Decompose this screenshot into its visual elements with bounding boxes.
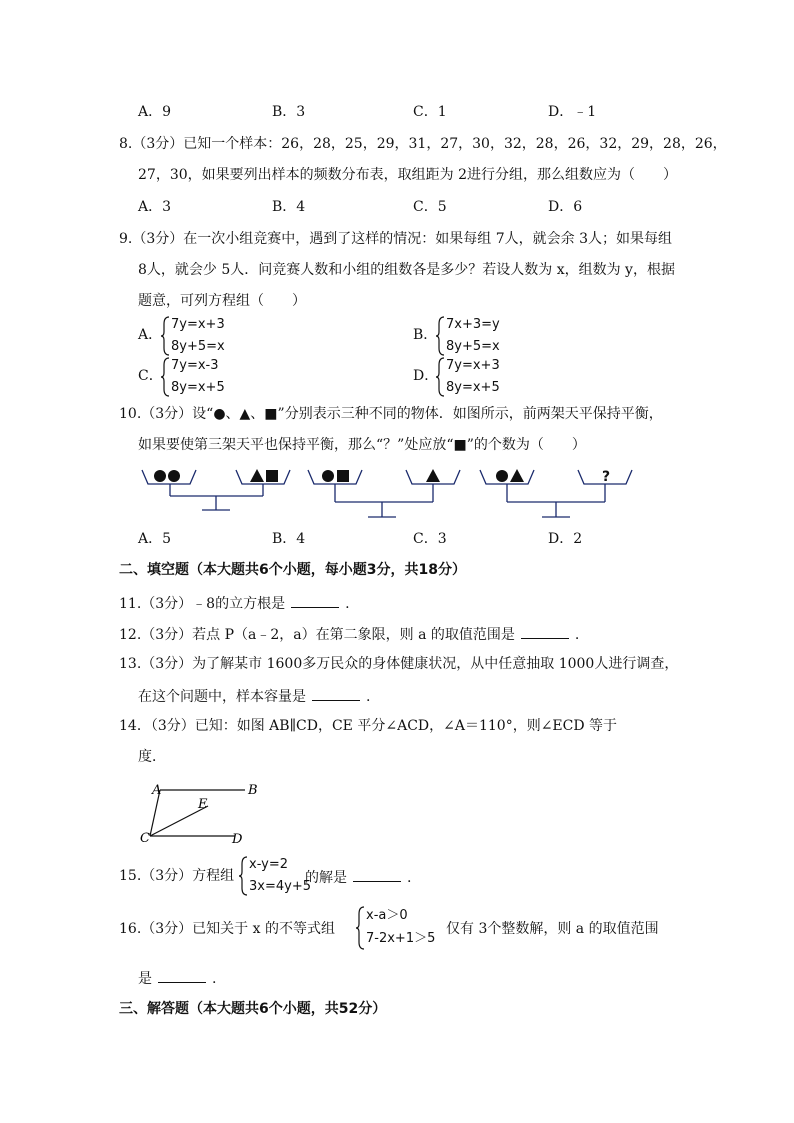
q12 <box>119 626 579 642</box>
q12-end: . <box>574 627 580 643</box>
q15-eq1: x-y=2 <box>249 857 289 872</box>
q13-end: . <box>366 689 371 705</box>
q10-option-d: D．2 <box>548 531 583 547</box>
q9-line3: 题意，可列方程组（ ） <box>138 293 306 309</box>
q16-line2 <box>138 970 216 986</box>
q9-option-b-eq2: 8y+5=x <box>446 339 500 354</box>
q9-line1: 9.（3分）在一次小组竞赛中，遇到了这样的情况：如果每组 7人，就会余 3人；如果每组 <box>119 231 672 247</box>
q13-line1: 13.（3分）为了解某市 1600多万民众的身体健康状况，从中任意抽取 1000人进行调查， <box>119 656 679 672</box>
q16-text: 16.（3分）已知关于 x 的不等式组 <box>119 921 335 937</box>
q15-end: . <box>407 870 412 886</box>
q10-option-b: B．4 <box>272 531 306 547</box>
q11-end: . <box>345 596 350 612</box>
square-icon <box>337 470 349 482</box>
brace-icon <box>436 357 446 397</box>
brace-icon <box>161 357 171 397</box>
q9-option-b-eq1: 7x+3=y <box>446 317 500 332</box>
brace-icon <box>161 316 171 356</box>
q13-answer-blank[interactable] <box>312 688 360 701</box>
q15-after: 的解是 <box>305 870 347 886</box>
q16-text2: 是 <box>138 971 152 987</box>
q7-option-c: C．1 <box>413 104 447 120</box>
section-3-heading: 三、解答题（本大题共6个小题，共52分） <box>119 1001 387 1017</box>
point-b-label: B <box>248 783 258 798</box>
q11-text: 11.（3分）﹣8的立方根是 <box>119 596 286 612</box>
q8-line1: 8.（3分）已知一个样本：26，28，25，29，31，27，30，32，28，26，32，29，28，26， <box>119 136 727 152</box>
q12-text: 12.（3分）若点 P（a﹣2，a）在第二象限，则 a 的取值范围是 <box>119 627 515 643</box>
point-a-label: A <box>152 783 162 798</box>
q9-option-a-eq1: 7y=x+3 <box>171 317 225 332</box>
q15-text: 15.（3分）方程组 <box>119 868 235 884</box>
q13-text: 在这个问题中，样本容量是 <box>138 689 306 705</box>
q9-option-a-eq2: 8y+5=x <box>171 339 225 354</box>
balance-scales-figure <box>140 462 640 522</box>
q10-line2: 如果要使第三架天平也保持平衡，那么“？”处应放“■”的个数为（ ） <box>138 437 586 453</box>
q8-option-d: D．6 <box>548 199 583 215</box>
circle-icon <box>322 470 334 482</box>
square-icon <box>266 470 278 482</box>
q16-eq1: x-a＞0 <box>366 908 408 923</box>
q9-option-c-label: C． <box>138 368 163 384</box>
q14-geometry-figure <box>140 782 270 852</box>
q13-line2 <box>138 688 370 704</box>
q8-option-a: A．3 <box>138 199 172 215</box>
triangle-icon <box>250 469 264 482</box>
q7-option-b: B．3 <box>272 104 306 120</box>
circle-icon <box>154 470 166 482</box>
brace-icon <box>356 906 366 950</box>
q10-line1: 10.（3分）设“●、▲、■”分别表示三种不同的物体．如图所示，前两架天平保持平衡， <box>119 406 663 422</box>
section-2-heading: 二、填空题（本大题共6个小题，每小题3分，共18分） <box>119 562 466 578</box>
unknown-mark: ? <box>601 469 611 485</box>
circle-icon <box>168 470 180 482</box>
q9-option-b-label: B． <box>413 327 438 343</box>
brace-icon <box>239 856 249 896</box>
circle-icon <box>496 470 508 482</box>
q16-after: 仅有 3个整数解，则 a 的取值范围 <box>446 921 659 937</box>
point-e-label: E <box>198 797 208 812</box>
q7-option-d: D．﹣1 <box>548 104 597 120</box>
q10-option-a: A．5 <box>138 531 172 547</box>
q16-answer-blank[interactable] <box>158 970 206 983</box>
triangle-icon <box>510 469 524 482</box>
q7-option-a: A．9 <box>138 104 172 120</box>
q9-option-d-eq1: 7y=x+3 <box>446 358 500 373</box>
q11-answer-blank[interactable] <box>291 595 339 608</box>
q15-eq2: 3x=4y+5 <box>249 879 311 894</box>
q16-eq2: 7-2x+1＞5 <box>366 931 436 946</box>
q16-end: . <box>212 971 217 987</box>
q9-option-c-eq2: 8y=x+5 <box>171 380 225 395</box>
q12-answer-blank[interactable] <box>521 626 569 639</box>
q8-option-c: C．5 <box>413 199 447 215</box>
q8-option-b: B．4 <box>272 199 306 215</box>
brace-icon <box>436 316 446 356</box>
q10-option-c: C．3 <box>413 531 447 547</box>
q14-line2: 度． <box>138 749 166 765</box>
point-d-label: D <box>232 832 243 847</box>
q11 <box>119 595 350 611</box>
q15-tail <box>305 869 411 885</box>
q9-line2: 8人，就会少 5人．问竞赛人数和小组的组数各是多少？若设人数为 x，组数为 y，根据 <box>138 262 675 278</box>
q9-option-d-eq2: 8y=x+5 <box>446 380 500 395</box>
q15-answer-blank[interactable] <box>353 869 401 882</box>
point-c-label: C <box>140 831 150 846</box>
q8-line2: 27，30，如果要列出样本的频数分布表，取组距为 2进行分组，那么组数应为（ ） <box>138 167 677 183</box>
triangle-icon <box>426 469 440 482</box>
q14-line1: 14．（3分）已知：如图 AB∥CD，CE 平分∠ACD，∠A＝110°，则∠ECD 等于 <box>119 718 618 734</box>
q9-option-a-label: A． <box>138 327 163 343</box>
q9-option-c-eq1: 7y=x-3 <box>171 358 219 373</box>
q9-option-d-label: D． <box>413 368 439 384</box>
